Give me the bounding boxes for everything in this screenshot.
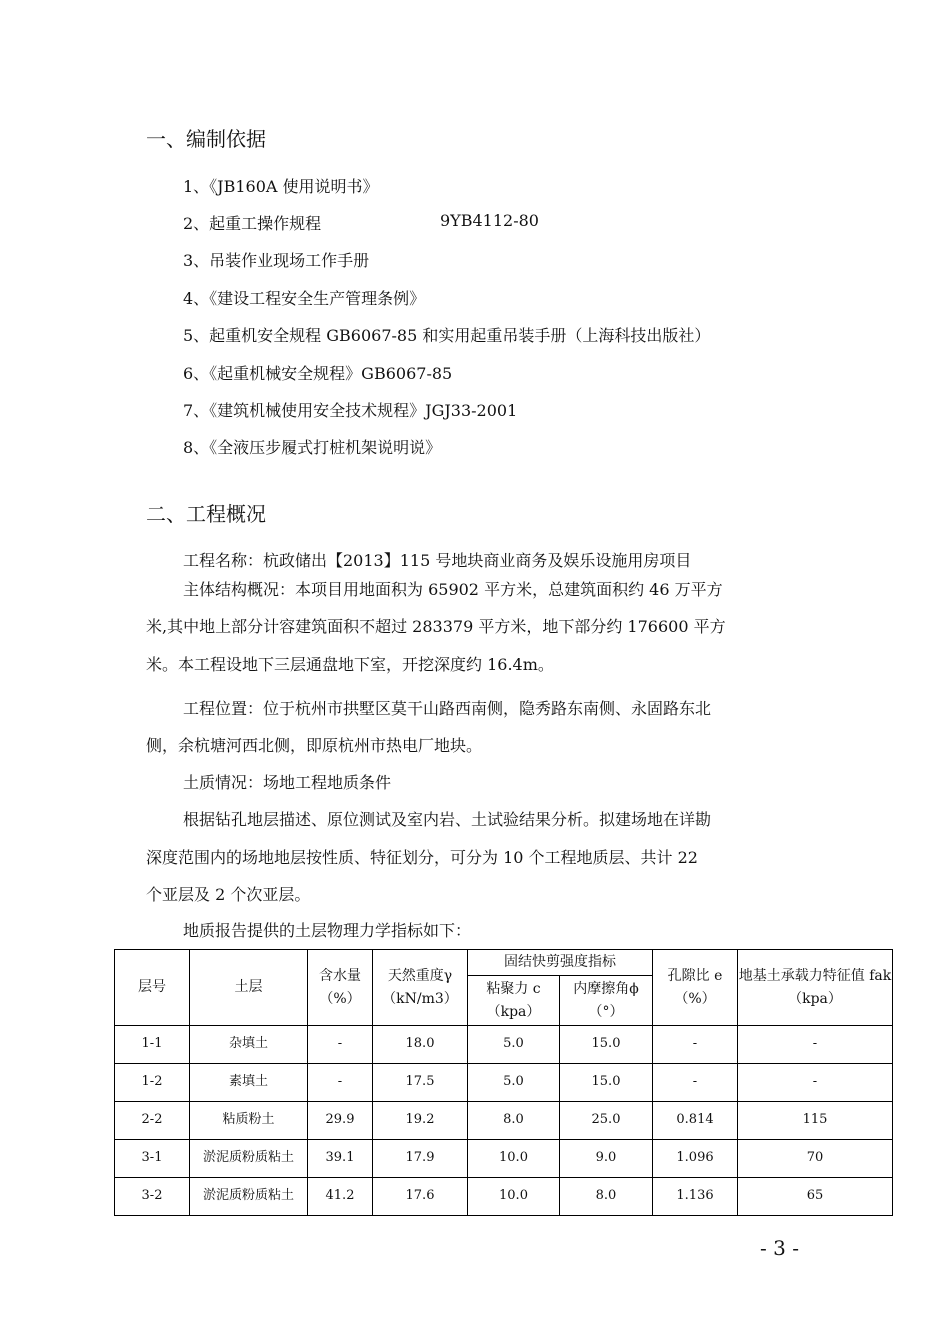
cell-fak: - [738, 1026, 893, 1064]
location-line-1: 工程位置：位于杭州市拱墅区莫干山路西南侧，隐秀路东南侧、永固路东北 [183, 699, 712, 718]
structure-line-3: 米。本工程设地下三层通盘地下室，开挖深度约 16.4m。 [146, 655, 554, 674]
table-row [115, 1178, 893, 1216]
table-intro: 地质报告提供的土层物理力学指标如下： [183, 921, 472, 940]
header-friction-angle: 内摩擦角ϕ（°） [560, 976, 653, 1026]
table-row [115, 1064, 893, 1102]
cell-unit-weight: 17.5 [373, 1064, 468, 1102]
cell-fak: 70 [738, 1140, 893, 1178]
cell-friction: 9.0 [560, 1140, 653, 1178]
header-water-content: 含水量（%） [308, 950, 373, 1026]
reference-item-5: 5、起重机安全规程 GB6067-85 和实用起重吊装手册（上海科技出版社） [183, 326, 711, 345]
cell-layer-no: 1-1 [115, 1026, 190, 1064]
cell-layer-no: 3-1 [115, 1140, 190, 1178]
cell-soil: 粘质粉土 [190, 1102, 308, 1140]
cell-water: - [308, 1026, 373, 1064]
header-unit-weight: 天然重度γ（kN/m3） [373, 950, 468, 1026]
cell-water: 29.9 [308, 1102, 373, 1140]
cell-cohesion: 5.0 [468, 1026, 560, 1064]
reference-item-2: 2、起重工操作规程 [183, 214, 322, 233]
header-layer-no: 层号 [115, 950, 190, 1026]
cell-fak: 65 [738, 1178, 893, 1216]
reference-item-3: 3、吊装作业现场工作手册 [183, 251, 370, 270]
soil-conditions: 土质情况：场地工程地质条件 [183, 773, 392, 792]
analysis-line-3: 个亚层及 2 个次亚层。 [146, 885, 311, 904]
cell-cohesion: 10.0 [468, 1178, 560, 1216]
table-row [115, 1102, 893, 1140]
cell-void: 0.814 [653, 1102, 738, 1140]
reference-item-4: 4、《建设工程安全生产管理条例》 [183, 289, 426, 308]
section2-title: 二、工程概况 [146, 502, 266, 526]
cell-layer-no: 2-2 [115, 1102, 190, 1140]
cell-cohesion: 5.0 [468, 1064, 560, 1102]
cell-friction: 25.0 [560, 1102, 653, 1140]
structure-line-2: 米,其中地上部分计容建筑面积不超过 283379 平方米，地下部分约 176600 平方 [146, 617, 726, 636]
cell-fak: 115 [738, 1102, 893, 1140]
analysis-line-1: 根据钻孔地层描述、原位测试及室内岩、土试验结果分析。拟建场地在详勘 [183, 810, 712, 829]
cell-soil: 素填土 [190, 1064, 308, 1102]
cell-layer-no: 3-2 [115, 1178, 190, 1216]
reference-item-7: 7、《建筑机械使用安全技术规程》JGJ33-2001 [183, 401, 518, 420]
soil-properties-table [114, 949, 893, 1216]
header-cohesion: 粘聚力 c（kpa） [468, 976, 560, 1026]
page-number: - 3 - [760, 1236, 799, 1260]
cell-water: - [308, 1064, 373, 1102]
cell-soil: 杂填土 [190, 1026, 308, 1064]
header-void-ratio: 孔隙比 e（%） [653, 950, 738, 1026]
cell-unit-weight: 17.6 [373, 1178, 468, 1216]
header-soil: 土层 [190, 950, 308, 1026]
cell-unit-weight: 17.9 [373, 1140, 468, 1178]
cell-unit-weight: 19.2 [373, 1102, 468, 1140]
cell-void: 1.136 [653, 1178, 738, 1216]
table-row [115, 1140, 893, 1178]
cell-cohesion: 10.0 [468, 1140, 560, 1178]
header-bearing-capacity: 地基土承载力特征值 fak（kpa） [738, 950, 893, 1026]
reference-item-1: 1、《JB160A 使用说明书》 [183, 177, 379, 196]
cell-friction: 15.0 [560, 1026, 653, 1064]
analysis-line-2: 深度范围内的场地地层按性质、特征划分，可分为 10 个工程地质层、共计 22 [146, 848, 698, 867]
table-row [115, 1026, 893, 1064]
reference-item-6: 6、《起重机械安全规程》GB6067-85 [183, 364, 453, 383]
cell-void: - [653, 1026, 738, 1064]
location-line-2: 侧，余杭塘河西北侧，即原杭州市热电厂地块。 [146, 736, 483, 755]
reference-item-2-code: 9YB4112-80 [440, 211, 539, 230]
cell-unit-weight: 18.0 [373, 1026, 468, 1064]
cell-friction: 15.0 [560, 1064, 653, 1102]
structure-line-1: 主体结构概况：本项目用地面积为 65902 平方米，总建筑面积约 46 万平方 [183, 580, 723, 599]
project-name: 工程名称：杭政储出【2013】115 号地块商业商务及娱乐设施用房项目 [183, 551, 692, 570]
cell-void: 1.096 [653, 1140, 738, 1178]
cell-fak: - [738, 1064, 893, 1102]
cell-water: 41.2 [308, 1178, 373, 1216]
section1-title: 一、编制依据 [146, 127, 266, 151]
cell-friction: 8.0 [560, 1178, 653, 1216]
cell-layer-no: 1-2 [115, 1064, 190, 1102]
reference-item-8: 8、《全液压步履式打桩机架说明说》 [183, 438, 442, 457]
cell-void: - [653, 1064, 738, 1102]
cell-cohesion: 8.0 [468, 1102, 560, 1140]
cell-soil: 淤泥质粉质粘土 [190, 1178, 308, 1216]
cell-soil: 淤泥质粉质粘土 [190, 1140, 308, 1178]
cell-water: 39.1 [308, 1140, 373, 1178]
header-shear-group: 固结快剪强度指标 [468, 950, 653, 976]
